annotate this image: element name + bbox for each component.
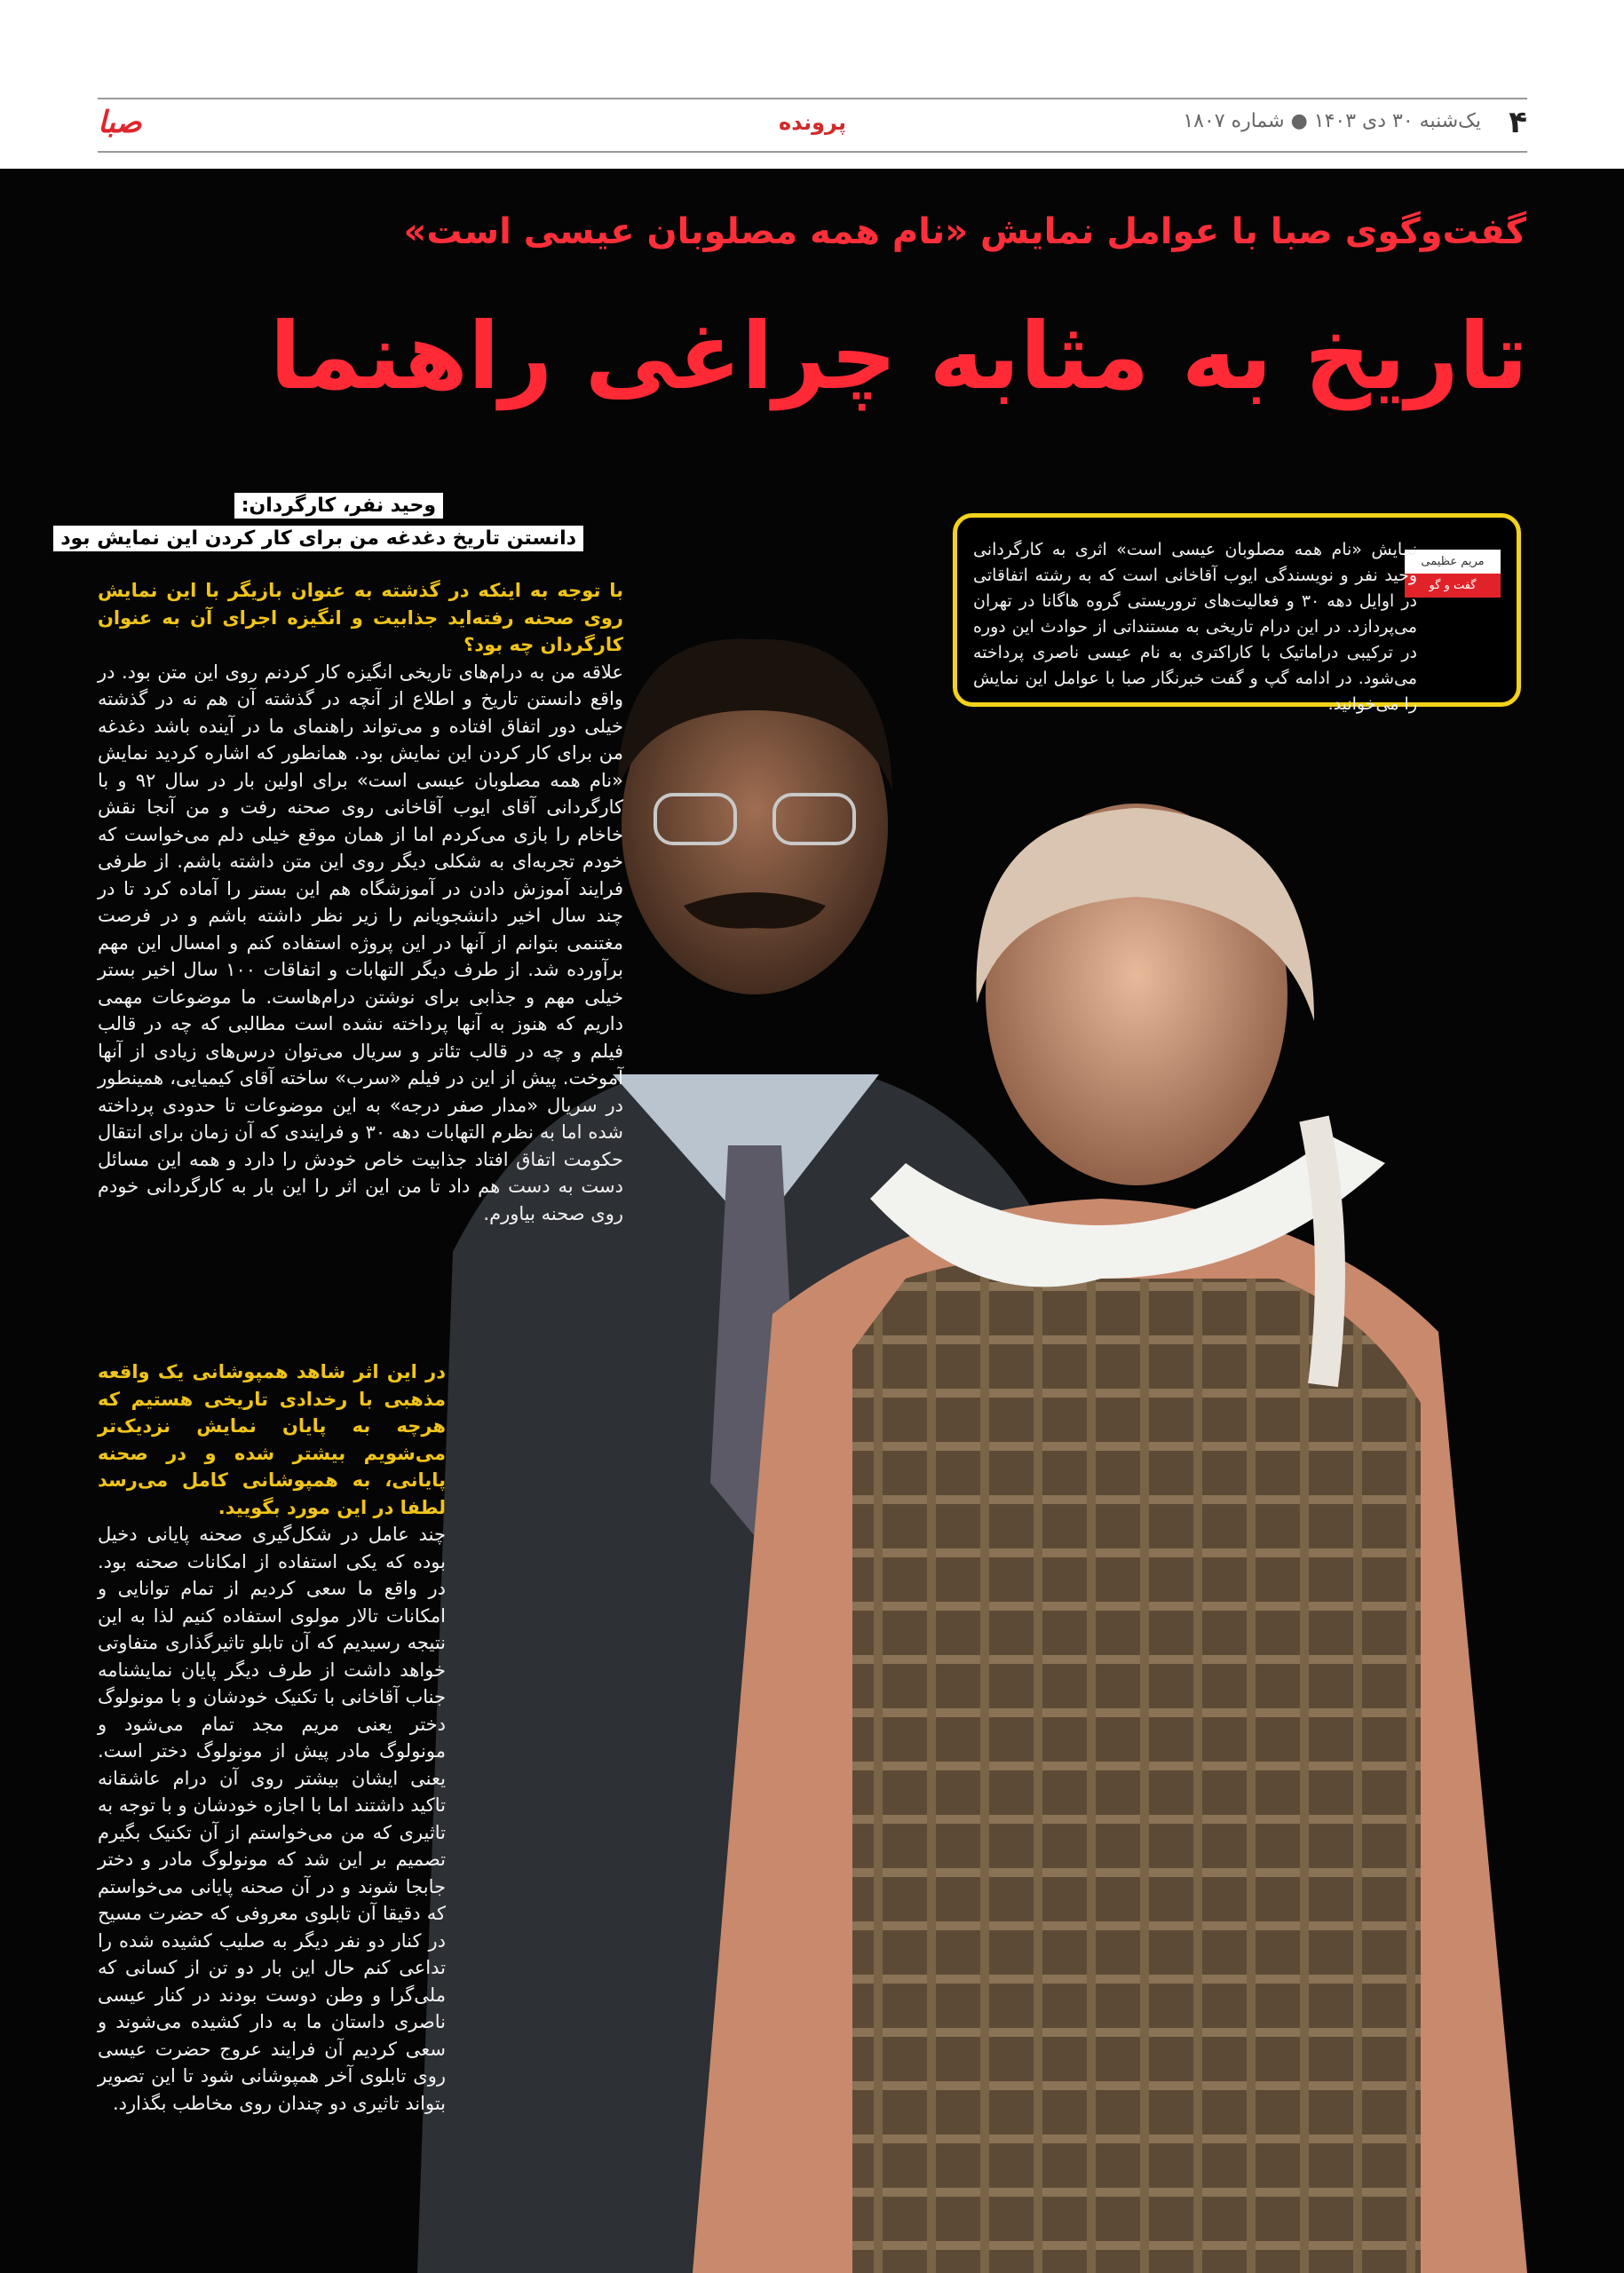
- newspaper-logo: صبا: [98, 105, 142, 140]
- intro-box: [953, 513, 1521, 714]
- intro-text: نمایش «نام همه مصلوبان عیسی است» اثری به کارگردانی وحید نفر و نویسندگی ایوب آقاخانی است که به رشته اتفاقاتی در اوایل دهه ۳۰ و فعالیت‌های تروریستی گروه هاگانا در تهران می‌پردازد. در این درام تاریخی به مستنداتی از حوادث این دوره در ترکیبی دراماتیک با کاراکتری به نام عیسی ناصری پرداخته می‌شود. در ادامه گپ و گفت خبرنگار صبا با عوامل این نمایش را می‌خوانید.: [973, 540, 1417, 714]
- byline-tag: گفت و گو: [1405, 574, 1501, 598]
- actress-woman-photo: [639, 781, 1624, 2273]
- question-1: با توجه به اینکه در گذشته به عنوان بازیگر با این نمایش روی صحنه رفته‌اید جذابیت و انگیزه اجرای آن به عنوان کارگردان چه بود؟: [98, 580, 623, 655]
- interview-column-bottom: [98, 1358, 446, 2117]
- section-title: پرونده: [779, 110, 846, 135]
- speaker-quote: دانستن تاریخ دغدغه من برای کار کردن این نمایش بود: [53, 526, 583, 551]
- kicker: گفت‌وگوی صبا با عوامل نمایش «نام همه مصلوبان عیسی است»: [403, 211, 1526, 252]
- answer-2: چند عامل در شکل‌گیری صحنه پایانی دخیل بوده که یکی استفاده از امکانات صحنه بود. در واقع ما سعی کردیم از تمام توانایی و امکانات تالار مولوی استفاده کنیم لذا به این نتیجه رسیدیم که آن تابلو تاثیرگذاری متفاوتی خواهد داشت از طرف دیگر پایان نمایشنامه جناب آقاخانی با تکنیک خودشان و با مونولوگ دختر یعنی مریم مجد تمام می‌شود و مونولوگ مادر پیش از مونولوگ دختر است. یعنی ایشان بیشتر روی آن درام عاشقانه تاکید داشتند اما با اجازه خودشان و با توجه به تاثیری که من می‌خواستم از آن تکنیک بگیرم تصمیم بر این شد که مونولوگ مادر و دختر جابجا شوند و در آن صحنه پایانی می‌خواستم که دقیقا آن تابلوی معروفی که حضرت مسیح در کنار دو نفر دیگر به صلیب کشیده شده را تداعی کنم حال این بار دو تن از کسانی که ملی‌گرا و وطن دوست بودند در کنار عیسی ناصری داستان ما به دار کشیده می‌شوند و سعی کردیم آن فرایند عروج حضرت عیسی روی تابلوی آخر همپوشانی شود تا این تصویر بتواند تاثیری دو چندان روی مخاطب بگذارد.: [98, 1524, 446, 2114]
- top-bar: [98, 98, 1527, 153]
- headline: تاریخ به مثابه چراغی راهنما: [269, 302, 1528, 410]
- question-2: در این اثر شاهد همپوشانی یک واقعه مذهبی با رخدادی تاریخی هستیم که هرچه به پایان نمایش نزدیک‌تر می‌شویم بیشتر شده و در صحنه پایانی، به همپوشانی کامل می‌رسد لطفا در این مورد بگویید.: [98, 1361, 446, 1518]
- dateline: یک‌شنبه ۳۰ دی ۱۴۰۳ ● شماره ۱۸۰۷: [1183, 110, 1481, 132]
- byline-name: مریم عظیمی: [1421, 555, 1485, 568]
- article-spread: [0, 169, 1624, 2273]
- interview-column-top: [98, 577, 623, 1227]
- byline-box: [1405, 550, 1501, 598]
- page-number: ۴: [1509, 105, 1527, 140]
- answer-1: علاقه من به درام‌های تاریخی انگیزه کار کردنم روی این متن بود. در واقع دانستن تاریخ و اطلاع از آنچه در گذشته آن هم نه در گذشته خیلی دور اتفاق افتاده و می‌تواند راهنمای ما در آینده باشد دغدغه من برای کار کردن این نمایش بود. همانطور که اشاره کردید نمایش «نام همه مصلوبان عیسی است» برای اولین بار در سال ۹۲ و با کارگردانی آقای ایوب آقاخانی روی صحنه رفت و من آنجا نقش خاخام را بازی می‌کردم اما از همان موقع خیلی دلم می‌خواست که خودم تجربه‌ای به شکلی دیگر روی این متن داشته باشم. از طرفی فرایند آموزش دادن در آموزشگاه هم این بستر را آماده کرد تا در چند سال اخیر دانشجویانم را زیر نظر داشته باشم و در فرصت مغتنمی بتوانم از آنها در این پروژه استفاده کنم و امسال این مهم برآورده شد. از طرف دیگر التهابات و اتفاقات ۱۰۰ سال اخیر بستر خیلی مهم و جذابی برای نوشتن درام‌هاست. ما موضوعات مهمی داریم که هنوز به آنها پرداخته نشده است مطالبی که چه در قالب فیلم و چه در قالب تئاتر و سریال می‌توان درس‌های زیادی از آنها آموخت. پیش از این در فیلم «سرب» ساخته آقای کیمیایی، همینطور در سریال «مدار صفر درجه» به این موضوعات تا حدودی پرداخته شده اما به نظرم التهابات دهه ۳۰ و فرایندی که آن زمان برای انتقال حکومت اتفاق افتاد جذابیت خاص خودش را دارد و همه این مسائل دست به دست هم داد تا من این اثر را این بار به کارگردانی خودم روی صحنه بیاورم.: [98, 661, 623, 1224]
- speaker-name: وحید نفر، کارگردان:: [234, 493, 443, 519]
